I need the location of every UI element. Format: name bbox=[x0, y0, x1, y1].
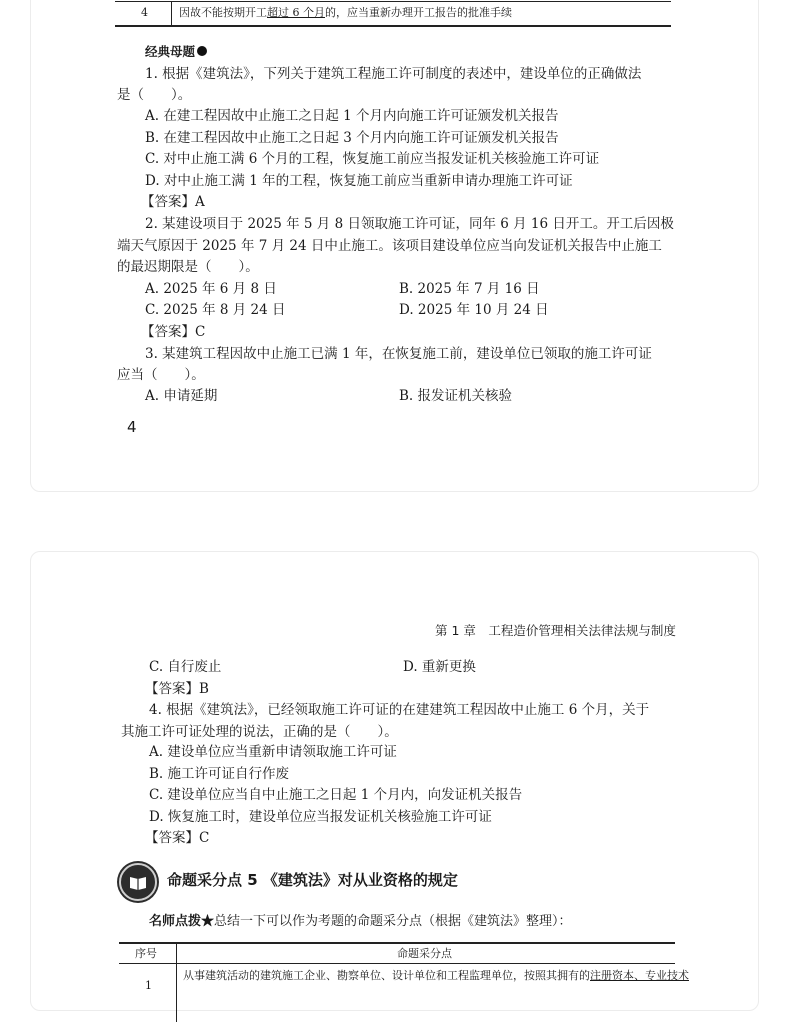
question-4-stem: 其施工许可证处理的说法，正确的是（ ）。 bbox=[121, 724, 398, 740]
table-row-number: 1 bbox=[145, 979, 152, 992]
question-1-option-a: A. 在建工程因故中止施工之日起 1 个月内向施工许可证颁发机关报告 bbox=[145, 108, 559, 124]
question-3-option-d: D. 重新更换 bbox=[403, 659, 476, 675]
question-4-stem: 4. 根据《建筑法》，已经领取施工许可证的在建建筑工程因故中止施工 6 个月，关于 bbox=[149, 702, 650, 718]
bullet-icon bbox=[197, 46, 207, 56]
question-1-option-d: D. 对中止施工满 1 年的工程，恢复施工前应当重新申请办理施工许可证 bbox=[145, 173, 573, 189]
tip-line bbox=[149, 912, 572, 932]
tip-text: 总结一下可以作为考题的命题采分点（根据《建筑法》整理）： bbox=[214, 914, 572, 929]
table-row-text: 从事建筑活动的建筑施工企业、勘察单位、设计单位和工程监理单位，按照其拥有的注册资本、专业技术 bbox=[183, 969, 689, 982]
question-4-option-d: D. 恢复施工时，建设单位应当报发证机关核验施工许可证 bbox=[149, 809, 492, 825]
question-4-option-a: A. 建设单位应当重新申请领取施工许可证 bbox=[149, 744, 397, 760]
table-header-point: 命题采分点 bbox=[397, 947, 452, 960]
question-2-option-c: C. 2025 年 8 月 24 日 bbox=[145, 302, 286, 318]
table-divider bbox=[176, 942, 177, 1022]
question-2-stem: 2. 某建设项目于 2025 年 5 月 8 日领取施工许可证，同年 6 月 16 日开工。开工后因极 bbox=[145, 216, 674, 232]
question-3-stem: 3. 某建筑工程因故中止施工已满 1 年，在恢复施工前，建设单位已领取的施工许可证 bbox=[145, 346, 652, 362]
table-header-number: 序号 bbox=[135, 947, 157, 960]
question-3-option-c: C. 自行废止 bbox=[149, 659, 222, 675]
table-row-number: 4 bbox=[141, 6, 148, 19]
question-3-stem: 应当（ ）。 bbox=[117, 367, 205, 383]
table-divider bbox=[115, 25, 671, 27]
page-1 bbox=[30, 0, 759, 492]
question-3-answer: 【答案】B bbox=[145, 681, 209, 697]
question-4-option-c: C. 建设单位应当自中止施工之日起 1 个月内，向发证机关报告 bbox=[149, 787, 523, 803]
section-title: 命题采分点 5 《建筑法》对从业资格的规定 bbox=[167, 871, 458, 889]
tip-label: 名师点拨★ bbox=[149, 914, 215, 929]
question-1-option-b: B. 在建工程因故中止施工之日起 3 个月内向施工许可证颁发机关报告 bbox=[145, 130, 559, 146]
question-1-stem: 1. 根据《建筑法》，下列关于建筑工程施工许可制度的表述中，建设单位的正确做法 bbox=[145, 66, 642, 82]
question-4-option-b: B. 施工许可证自行作废 bbox=[149, 766, 290, 782]
question-1-answer: 【答案】A bbox=[141, 194, 205, 210]
question-2-option-b: B. 2025 年 7 月 16 日 bbox=[399, 281, 540, 297]
question-1-option-c: C. 对中止施工满 6 个月的工程，恢复施工前应当报发证机关核验施工许可证 bbox=[145, 151, 600, 167]
question-2-option-a: A. 2025 年 6 月 8 日 bbox=[145, 281, 277, 297]
page-2 bbox=[30, 551, 759, 1011]
classic-label: 经典母题 bbox=[145, 42, 207, 62]
question-2-stem: 端天气原因于 2025 年 7 月 24 日中止施工。该项目建设单位应当向发证机关报告中止施工 bbox=[117, 238, 662, 254]
question-4-answer: 【答案】C bbox=[145, 830, 210, 846]
question-2-stem: 的最迟期限是（ ）。 bbox=[117, 259, 259, 275]
question-1-stem: 是（ ）。 bbox=[117, 87, 192, 103]
table-divider bbox=[171, 1, 172, 25]
table-row-text: 因故不能按期开工超过 6 个月的，应当重新办理开工报告的批准手续 bbox=[179, 6, 512, 19]
running-header: 第 1 章 工程造价管理相关法律法规与制度 bbox=[435, 623, 676, 638]
book-icon bbox=[119, 863, 157, 901]
question-3-option-a: A. 申请延期 bbox=[145, 388, 218, 404]
table-divider bbox=[115, 1, 671, 2]
question-2-answer: 【答案】C bbox=[141, 324, 206, 340]
page-number: 4 bbox=[127, 418, 137, 436]
question-2-option-d: D. 2025 年 10 月 24 日 bbox=[399, 302, 549, 318]
question-3-option-b: B. 报发证机关核验 bbox=[399, 388, 513, 404]
